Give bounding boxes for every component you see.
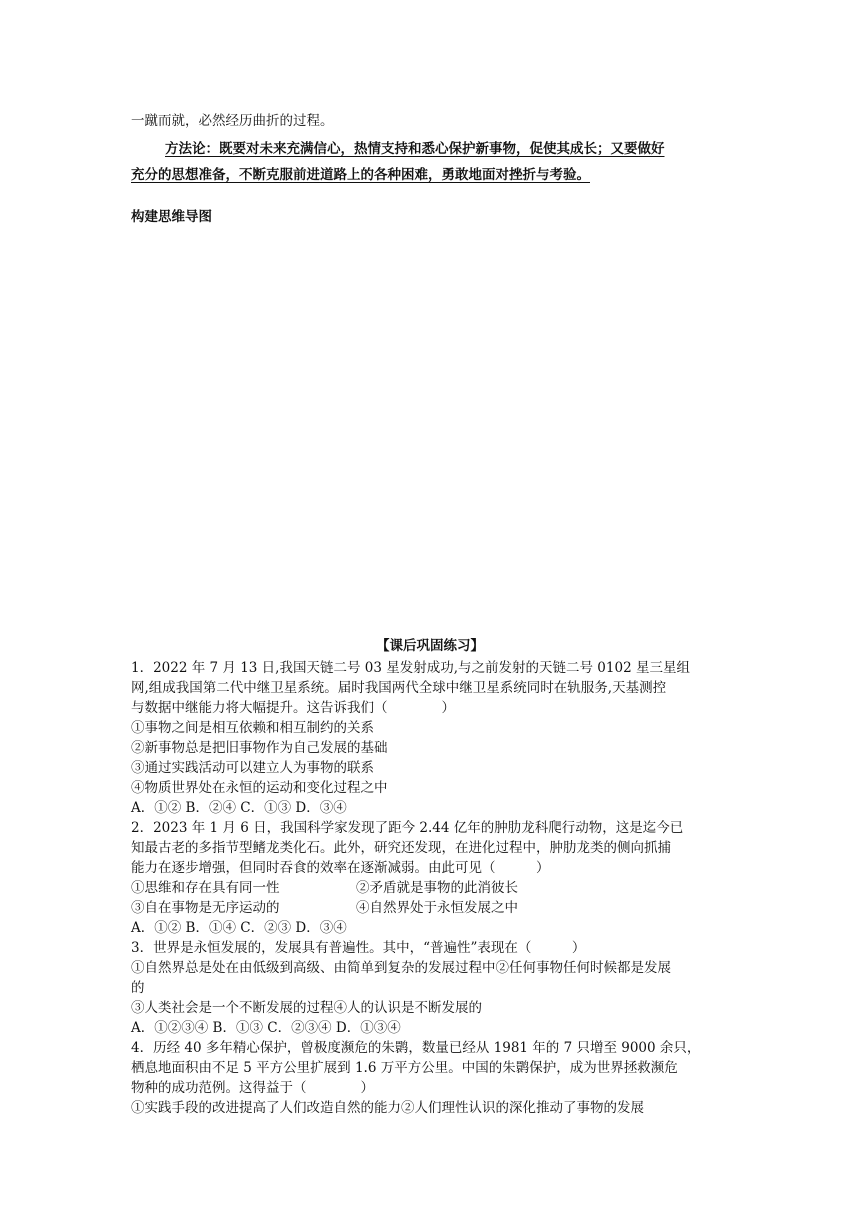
methodology-line-1: 方法论：既要对未来充满信心，热情支持和悉心保护新事物，促使其成长；又要做好: [165, 141, 665, 157]
q2-choices: A．①② B．①④ C．②③ D．③④: [131, 920, 347, 936]
q4-stem-line-3: 物种的成功范例。这得益于（ ）: [131, 1080, 374, 1096]
q2-options-row-2: [131, 898, 518, 918]
q2-stem-line-3: 能力在逐步增强，但同时吞食的效率在逐渐减弱。由此可见（ ）: [131, 860, 550, 876]
q3-stem: 3．世界是永恒发展的，发展具有普遍性。其中，“普遍性”表现在（ ）: [131, 940, 586, 956]
q2-options-row-1: [131, 878, 518, 898]
q2-stem-line-2: 知最古老的多指节型鳍龙类化石。此外，研究还发现，在进化过程中，肿肋龙类的侧向抓捕: [131, 840, 671, 856]
q1-stem-line-2: 网,组成我国第二代中继卫星系统。届时我国两代全球中继卫星系统同时在轨服务,天基测控: [131, 680, 667, 696]
q1-choices: A．①② B．②④ C．①③ D．③④: [131, 800, 347, 816]
q4-options-1-2: ①实践手段的改进提高了人们改造自然的能力②人们理性认识的深化推动了事物的发展: [131, 1100, 644, 1116]
q4-stem-line-1: 4．历经 40 多年精心保护，曾极度濒危的朱鹮，数量已经从 1981 年的 7 只增至 9000 余只，: [131, 1040, 701, 1056]
q3-options-1-2-continued: 的: [131, 980, 145, 996]
q2-option-1: ①思维和存在具有同一性: [131, 880, 280, 896]
text-line: 一蹴而就，必然经历曲折的过程。: [131, 113, 334, 129]
q4-stem-line-2: 栖息地面积由不足 5 平方公里扩展到 1.6 万平方公里。中国的朱鹮保护，成为世界拯救濒危: [131, 1060, 678, 1076]
methodology-line-2: 充分的思想准备，不断克服前进道路上的各种困难，勇敢地面对挫折与考验。: [131, 167, 590, 183]
q2-option-3: ③自在事物是无序运动的: [131, 900, 280, 916]
q2-option-2: ②矛盾就是事物的此消彼长: [356, 880, 518, 896]
q1-option-4: ④物质世界处在永恒的运动和变化过程之中: [131, 780, 388, 796]
q1-stem-line-1: 1．2022 年 7 月 13 日,我国天链二号 03 星发射成功,与之前发射的天链二号 0102 星三星组: [131, 660, 690, 676]
q2-stem-line-1: 2．2023 年 1 月 6 日，我国科学家发现了距今 2.44 亿年的肿肋龙科爬行动物，这是迄今已: [131, 820, 684, 836]
q1-option-2: ②新事物总是把旧事物作为自己发展的基础: [131, 740, 388, 756]
q1-stem-line-3: 与数据中继能力将大幅提升。这告诉我们（ ）: [131, 700, 455, 716]
q1-option-3: ③通过实践活动可以建立人为事物的联系: [131, 760, 374, 776]
q3-options-3-4: ③人类社会是一个不断发展的过程④人的认识是不断发展的: [131, 1000, 482, 1016]
q3-choices: A．①②③④ B．①③ C．②③④ D．①③④: [131, 1020, 401, 1036]
q1-option-1: ①事物之间是相互依赖和相互制约的关系: [131, 720, 374, 736]
practice-heading: 【课后巩固练习】: [376, 638, 484, 654]
q2-option-4: ④自然界处于永恒发展之中: [356, 900, 518, 916]
mindmap-heading: 构建思维导图: [131, 209, 212, 225]
q3-options-1-2: ①自然界总是处在由低级到高级、由简单到复杂的发展过程中②任何事物任何时候都是发展: [131, 960, 671, 976]
